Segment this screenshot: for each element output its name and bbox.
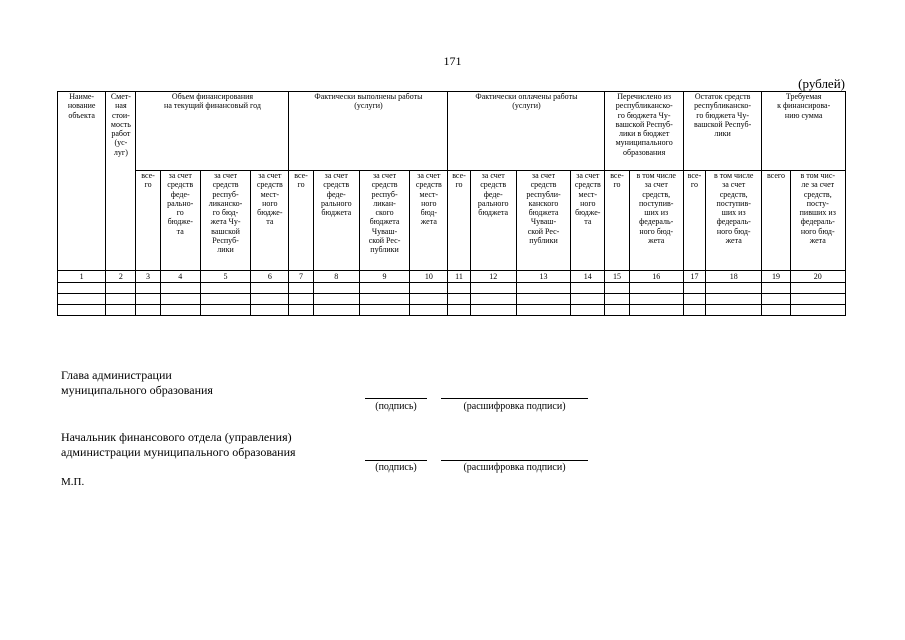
signatory-title-line2: администрации муниципального образования: [61, 445, 296, 459]
subheader-cell: за счет средств феде- рального бюджета: [470, 171, 516, 271]
column-number-cell: 17: [683, 271, 705, 283]
subheader-cell: за счет средств мест- ного бюдже- та: [571, 171, 605, 271]
column-number-cell: 7: [289, 271, 313, 283]
column-number-cell: 4: [160, 271, 200, 283]
signature-caption: (подпись): [375, 462, 417, 473]
column-number-cell: 1: [58, 271, 106, 283]
units-label: (рублей): [798, 76, 845, 91]
name-caption: (расшифровка подписи): [463, 462, 566, 473]
column-number-cell: 12: [470, 271, 516, 283]
subheader-cell: всего: [762, 171, 790, 271]
header-cell: Наиме- нование объекта: [58, 92, 106, 271]
subheader-cell: все- го: [605, 171, 629, 271]
column-number-cell: 18: [706, 271, 762, 283]
column-number-cell: 6: [251, 271, 289, 283]
subheader-cell: все- го: [683, 171, 705, 271]
column-number-cell: 10: [410, 271, 448, 283]
column-number-cell: 15: [605, 271, 629, 283]
column-number-cell: 9: [359, 271, 409, 283]
subheader-cell: все- го: [136, 171, 160, 271]
name-line: [441, 460, 588, 461]
subheader-cell: все- го: [448, 171, 470, 271]
column-number-cell: 3: [136, 271, 160, 283]
column-number-cell: 16: [629, 271, 683, 283]
signatory-title-line1: Глава администрации: [61, 368, 172, 382]
table-row: [58, 283, 846, 294]
subheader-cell: за счет средств респуб- ликанско- го бюд- жета Чу- вашской Респуб- лики: [200, 171, 250, 271]
subheader-cell: за счет средств респуб- ликан- ского бюджета Чуваш- ской Рес- публики: [359, 171, 409, 271]
subheader-cell: в том числе за счет средств, поступив- ших из федераль- ного бюд- жета: [706, 171, 762, 271]
table-row: [58, 294, 846, 305]
signature-line: [365, 460, 427, 461]
signature-block-finance: [61, 430, 296, 460]
column-number-cell: 20: [790, 271, 845, 283]
column-number-cell: 5: [200, 271, 250, 283]
header-cell: Остаток средств республиканско- го бюджета Чу- вашской Респуб- лики: [683, 92, 761, 171]
subheader-cell: за счет средств феде- рального бюджета: [313, 171, 359, 271]
column-number-cell: 19: [762, 271, 790, 283]
column-number-cell: 2: [106, 271, 136, 283]
signatory-title-line2: муниципального образования: [61, 383, 213, 397]
table-header-sub: [58, 171, 846, 271]
header-cell: Перечислено из республиканско- го бюджета Чу- вашской Респуб- лики в бюджет муниципального образования: [605, 92, 683, 171]
subheader-cell: за счет средств мест- ного бюдже- та: [251, 171, 289, 271]
header-cell: Фактически оплачены работы (услуги): [448, 92, 605, 171]
table-header-main: [58, 92, 846, 171]
subheader-cell: в том числе за счет средств, поступив- ших из федераль- ного бюд- жета: [629, 171, 683, 271]
signature-caption: (подпись): [375, 401, 417, 412]
subheader-cell: за счет средств феде- рально- го бюдже- та: [160, 171, 200, 271]
name-caption: (расшифровка подписи): [463, 401, 566, 412]
column-numbers-row: [58, 271, 846, 283]
financing-report-table: [57, 91, 846, 316]
subheader-cell: в том чис- ле за счет средств, посту- пивших из федераль- ного бюд- жета: [790, 171, 845, 271]
subheader-cell: за счет средств мест- ного бюд- жета: [410, 171, 448, 271]
header-cell: Объем финансирования на текущий финансовый год: [136, 92, 289, 171]
header-cell: Требуемая к финансирова- нию сумма: [762, 92, 846, 171]
subheader-cell: за счет средств республи- канского бюджета Чуваш- ской Рес- публики: [516, 171, 570, 271]
name-line: [441, 398, 588, 399]
signature-line: [365, 398, 427, 399]
column-number-cell: 11: [448, 271, 470, 283]
page-number: 171: [443, 54, 462, 68]
header-cell: Смет- ная стои- мость работ (ус- луг): [106, 92, 136, 271]
stamp-placeholder: М.П.: [61, 476, 85, 488]
column-number-cell: 14: [571, 271, 605, 283]
signature-block-head: [61, 368, 213, 398]
header-cell: Фактически выполнены работы (услуги): [289, 92, 448, 171]
column-number-cell: 8: [313, 271, 359, 283]
subheader-cell: все- го: [289, 171, 313, 271]
column-number-cell: 13: [516, 271, 570, 283]
table-row: [58, 305, 846, 316]
signatory-title-line1: Начальник финансового отдела (управления): [61, 430, 292, 444]
